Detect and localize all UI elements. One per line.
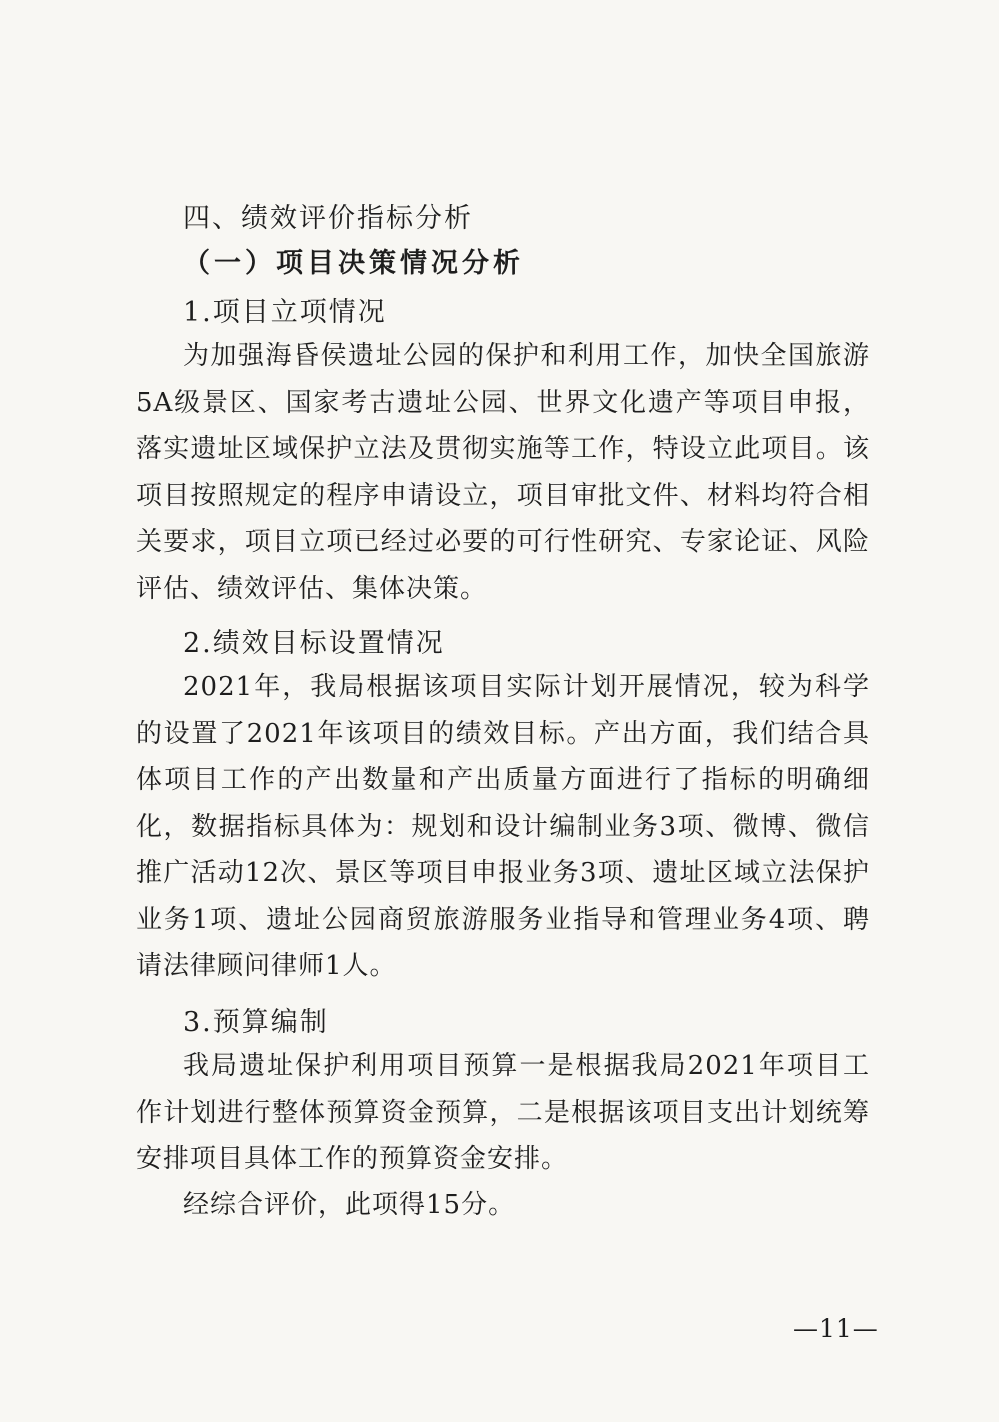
item3-title: 3.预算编制	[183, 1007, 329, 1038]
conclusion-paragraph: 经综合评价，此项得15分。	[183, 1190, 516, 1220]
item3-paragraph: 我局遗址保护利用项目预算一是根据我局2021年项目工作计划进行整体预算资金预算，二是根据该项目支出计划统筹安排项目具体工作的预算资金安排。	[136, 1051, 870, 1174]
subsection-heading: （一）项目决策情况分析	[183, 248, 524, 279]
page-number: —11—	[793, 1314, 879, 1343]
section-heading: 四、绩效评价指标分析	[183, 203, 473, 234]
item2-paragraph: 2021年，我局根据该项目实际计划开展情况，较为科学的设置了2021年该项目的绩效目标。产出方面，我们结合具体项目工作的产出数量和产出质量方面进行了指标的明确细化，数据指标具体为：规划和设计编制业务3项、微博、微信推广活动12次、景区等项目申报业务3项、遗址区域立法保护业务1项、遗址公园商贸旅游服务业指导和管理业务4项、聘请法律顾问律师1人。	[136, 672, 870, 981]
item2-title: 2.绩效目标设置情况	[183, 628, 445, 659]
item1-title: 1.项目立项情况	[183, 297, 387, 328]
item1-paragraph: 为加强海昏侯遗址公园的保护和利用工作，加快全国旅游5A级景区、国家考古遗址公园、世界文化遗产等项目申报，落实遗址区域保护立法及贯彻实施等工作，特设立此项目。该项目按照规定的程序申请设立，项目审批文件、材料均符合相关要求，项目立项已经过必要的可行性研究、专家论证、风险评估、绩效评估、集体决策。	[136, 341, 870, 604]
